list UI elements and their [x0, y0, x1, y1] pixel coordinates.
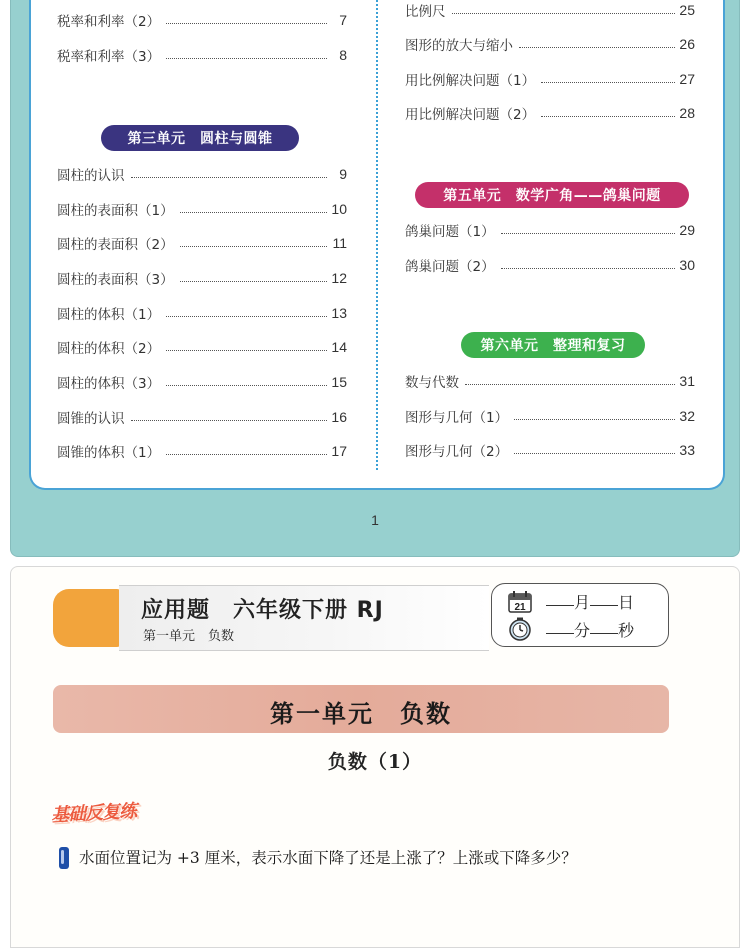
toc-page: [10, 0, 740, 557]
toc-entry-title: 圆柱的体积（2）: [57, 341, 161, 357]
toc-entry-title: 圆柱的认识: [57, 168, 125, 184]
toc-entry[interactable]: [57, 10, 347, 30]
toc-entry[interactable]: [405, 103, 695, 123]
month-label: 月: [574, 593, 591, 612]
toc-entry-page: 32: [679, 408, 695, 424]
toc-entry-title: 用比例解决问题（1）: [405, 73, 536, 89]
toc-entry[interactable]: [57, 372, 347, 392]
toc-entry[interactable]: [57, 45, 347, 65]
toc-entry-title: 圆柱的表面积（3）: [57, 272, 174, 288]
toc-entry-page: 16: [331, 409, 347, 425]
toc-entry[interactable]: [57, 268, 347, 288]
toc-entry-page: 27: [679, 71, 695, 87]
toc-entry-title: 圆柱的表面积（2）: [57, 237, 174, 253]
toc-entry-title: 用比例解决问题（2）: [405, 107, 536, 123]
toc-entry-page: 13: [331, 305, 347, 321]
toc-entry[interactable]: [57, 303, 347, 323]
toc-entry-page: 25: [679, 2, 695, 18]
toc-card: [29, 0, 725, 490]
clock-icon: [508, 617, 532, 645]
day-blank[interactable]: [590, 605, 618, 606]
toc-entry-page: 29: [679, 222, 695, 238]
toc-entry-page: 31: [679, 373, 695, 389]
toc-entry[interactable]: [57, 337, 347, 357]
toc-entry-page: 9: [339, 166, 347, 182]
toc-entry-title: 比例尺: [405, 4, 446, 20]
toc-entry-title: 圆柱的体积（1）: [57, 307, 161, 323]
minute-blank[interactable]: [546, 633, 574, 634]
toc-entry-page: 7: [339, 12, 347, 28]
orange-tab: [53, 589, 121, 647]
question-text: 水面位置记为 +3 厘米，表示水面下降了还是上涨了？上涨或下降多少？: [79, 849, 577, 867]
toc-entry-title: 税率和利率（3）: [57, 49, 161, 65]
lesson-title: 负数（1）: [327, 751, 423, 773]
toc-entry-page: 30: [679, 257, 695, 273]
unit3-header: 第三单元 圆柱与圆锥: [101, 125, 299, 151]
toc-entry[interactable]: [57, 164, 347, 184]
toc-entry[interactable]: [405, 406, 695, 426]
calendar-number: 21: [514, 602, 526, 613]
toc-entry-title: 税率和利率（2）: [57, 14, 161, 30]
calendar-icon: [508, 591, 532, 617]
toc-entry-page: 11: [332, 235, 347, 251]
toc-entry[interactable]: [57, 407, 347, 427]
toc-entry-title: 圆柱的体积（3）: [57, 376, 161, 392]
toc-entry[interactable]: [57, 199, 347, 219]
date-time-box: [491, 583, 669, 647]
minute-label: 分: [574, 621, 591, 640]
toc-entry-page: 12: [331, 270, 347, 286]
page-number: 1: [371, 512, 379, 528]
toc-entry-page: 10: [331, 201, 347, 217]
book-title: 应用题 六年级下册 RJ: [141, 598, 384, 623]
toc-entry[interactable]: [405, 255, 695, 275]
toc-entry-page: 33: [679, 442, 695, 458]
time-row: [546, 618, 634, 641]
toc-entry-page: 15: [331, 374, 347, 390]
toc-entry-title: 圆锥的认识: [57, 411, 125, 427]
date-row: [546, 590, 634, 613]
section-badge: 基础反复练: [50, 800, 137, 827]
unit-banner: [53, 685, 669, 733]
toc-entry-title: 鸽巢问题（2）: [405, 259, 495, 275]
toc-entry-title: 图形与几何（1）: [405, 410, 509, 426]
toc-entry-title: 数与代数: [405, 375, 459, 391]
toc-entry[interactable]: [405, 440, 695, 460]
toc-entry[interactable]: [57, 441, 347, 461]
toc-entry[interactable]: [405, 0, 695, 20]
day-label: 日: [618, 593, 635, 612]
month-blank[interactable]: [546, 605, 574, 606]
toc-entry-page: 17: [331, 443, 347, 459]
toc-entry-page: 14: [331, 339, 347, 355]
unit5-header: 第五单元 数学广角——鸽巢问题: [415, 182, 689, 208]
toc-entry[interactable]: [405, 371, 695, 391]
column-divider: [376, 0, 378, 470]
second-label: 秒: [618, 621, 635, 640]
worksheet-page: [10, 566, 740, 948]
toc-entry-page: 28: [679, 105, 695, 121]
toc-entry-title: 图形的放大与缩小: [405, 38, 513, 54]
unit6-header: 第六单元 整理和复习: [461, 332, 645, 358]
question-marker-icon: [59, 847, 69, 869]
toc-entry[interactable]: [405, 34, 695, 54]
toc-entry-title: 圆柱的表面积（1）: [57, 203, 174, 219]
toc-entry-title: 圆锥的体积（1）: [57, 445, 161, 461]
second-blank[interactable]: [590, 633, 618, 634]
toc-entry[interactable]: [405, 220, 695, 240]
toc-entry-page: 8: [339, 47, 347, 63]
toc-entry-title: 图形与几何（2）: [405, 444, 509, 460]
unit-banner-title: 第一单元 负数: [270, 700, 452, 728]
toc-entry-page: 26: [679, 36, 695, 52]
toc-entry[interactable]: [405, 69, 695, 89]
unit-subtitle: 第一单元 负数: [143, 629, 235, 644]
toc-entry-title: 鸽巢问题（1）: [405, 224, 495, 240]
toc-entry[interactable]: [57, 233, 347, 253]
